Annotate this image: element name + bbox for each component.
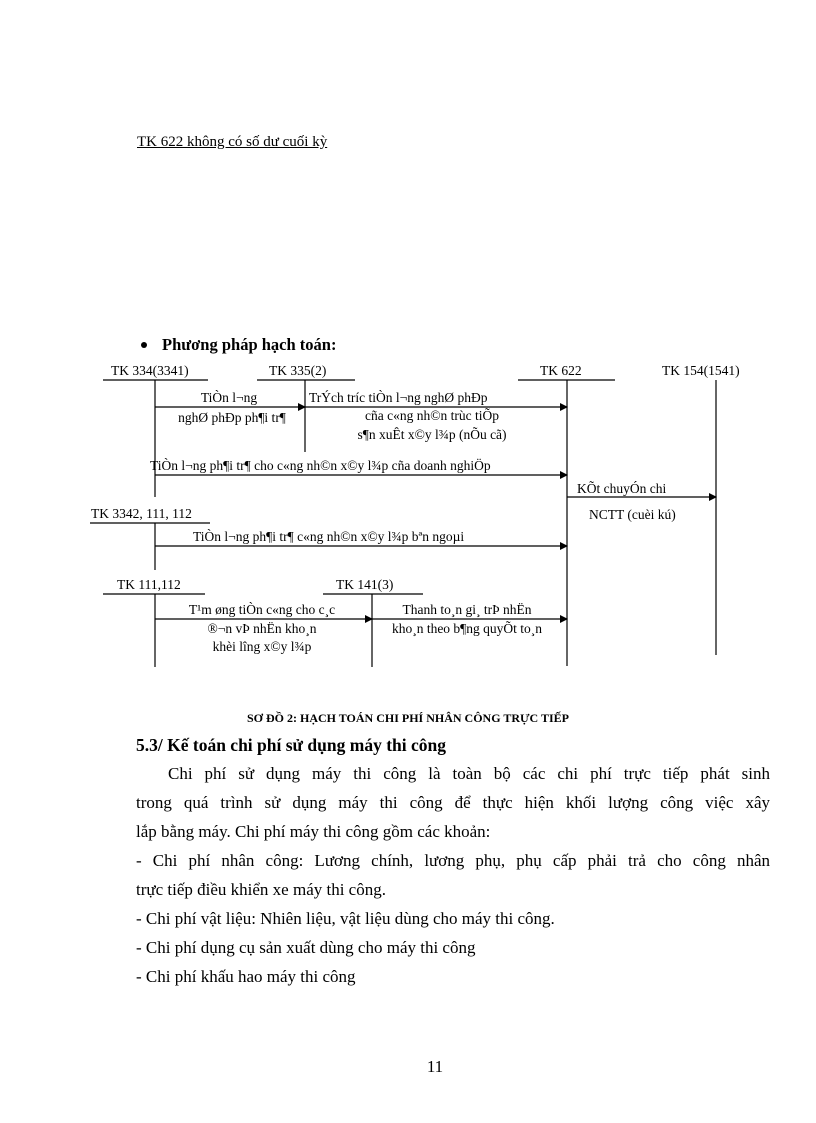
label-a4-bottom: NCTT (cuèi kú) [589, 507, 676, 522]
account-tk141: TK 141(3) [336, 577, 394, 592]
paragraph-line: - Chi phí vật liệu: Nhiên liệu, vật liệu dùng cho máy thi công. [136, 909, 555, 928]
paragraph-line: Chi phí sử dụng máy thi công là toàn bộ các chi phí trực tiếp phát sinh [168, 764, 770, 783]
paragraph-line: trực tiếp điều khiển xe máy thi công. [136, 880, 386, 899]
label-a6-line1: T¹m øng tiÒn c«ng cho c¸c [188, 602, 336, 617]
account-tk154: TK 154(1541) [662, 363, 740, 378]
account-tk334: TK 334(3341) [111, 363, 189, 378]
label-a1-bottom: nghØ phÐp ph¶i tr¶ [178, 410, 286, 425]
label-a6-line3: khèi lîng x©y l¾p [212, 639, 312, 654]
bullet-heading: Phương pháp hạch toán: [162, 335, 337, 354]
label-a5: TiÒn l¬ng ph¶i tr¶ c«ng nh©n x©y l¾p bªn ngoµi [193, 529, 465, 544]
paragraph-line: - Chi phí nhân công: Lương chính, lương phụ, phụ cấp phải trả cho công nhân [136, 851, 770, 870]
label-a3: TiÒn l¬ng ph¶i tr¶ cho c«ng nh©n x©y l¾p cña doanh nghiÖp [150, 458, 491, 473]
paragraph-line: - Chi phí khấu hao máy thi công [136, 967, 356, 986]
top-note: TK 622 không có số dư cuối kỳ [137, 134, 328, 150]
label-a1-top: TiÒn l¬ng [200, 390, 258, 405]
label-a2-line2: cña c«ng nh©n trùc tiÕp [365, 408, 499, 423]
section-heading: 5.3/ Kế toán chi phí sử dụng máy thi công [136, 735, 447, 755]
account-tk3342: TK 3342, 111, 112 [91, 506, 192, 521]
label-a6-line2: ®¬n vÞ nhËn kho¸n [207, 621, 317, 636]
paragraph-line: trong quá trình sử dụng máy thi công để thực hiện khối lượng công việc xây [136, 793, 770, 812]
page-number: 11 [426, 1057, 444, 1076]
label-a2-line3: s¶n xuÊt x©y l¾p (nÕu cã) [357, 427, 507, 442]
account-tk622: TK 622 [540, 363, 582, 378]
label-a7-line2: kho¸n theo b¶ng quyÕt to¸n [391, 621, 543, 636]
account-tk335: TK 335(2) [269, 363, 327, 378]
label-a2-line1: TrÝch tríc tiÒn l¬ng nghØ phÐp [309, 390, 488, 405]
label-a4-top: KÕt chuyÓn chi [577, 481, 667, 496]
diagram-caption: SƠ ĐỒ 2: HẠCH TOÁN CHI PHÍ NHÂN CÔNG TRỰC TIẾP [246, 711, 570, 725]
label-a7-line1: Thanh to¸n gi¸ trÞ nhËn [402, 602, 532, 617]
paragraph-line: - Chi phí dụng cụ sản xuất dùng cho máy thi công [136, 938, 476, 957]
account-tk111: TK 111,112 [117, 577, 181, 592]
paragraph-line: lắp bằng máy. Chi phí máy thi công gồm các khoản: [136, 822, 491, 841]
